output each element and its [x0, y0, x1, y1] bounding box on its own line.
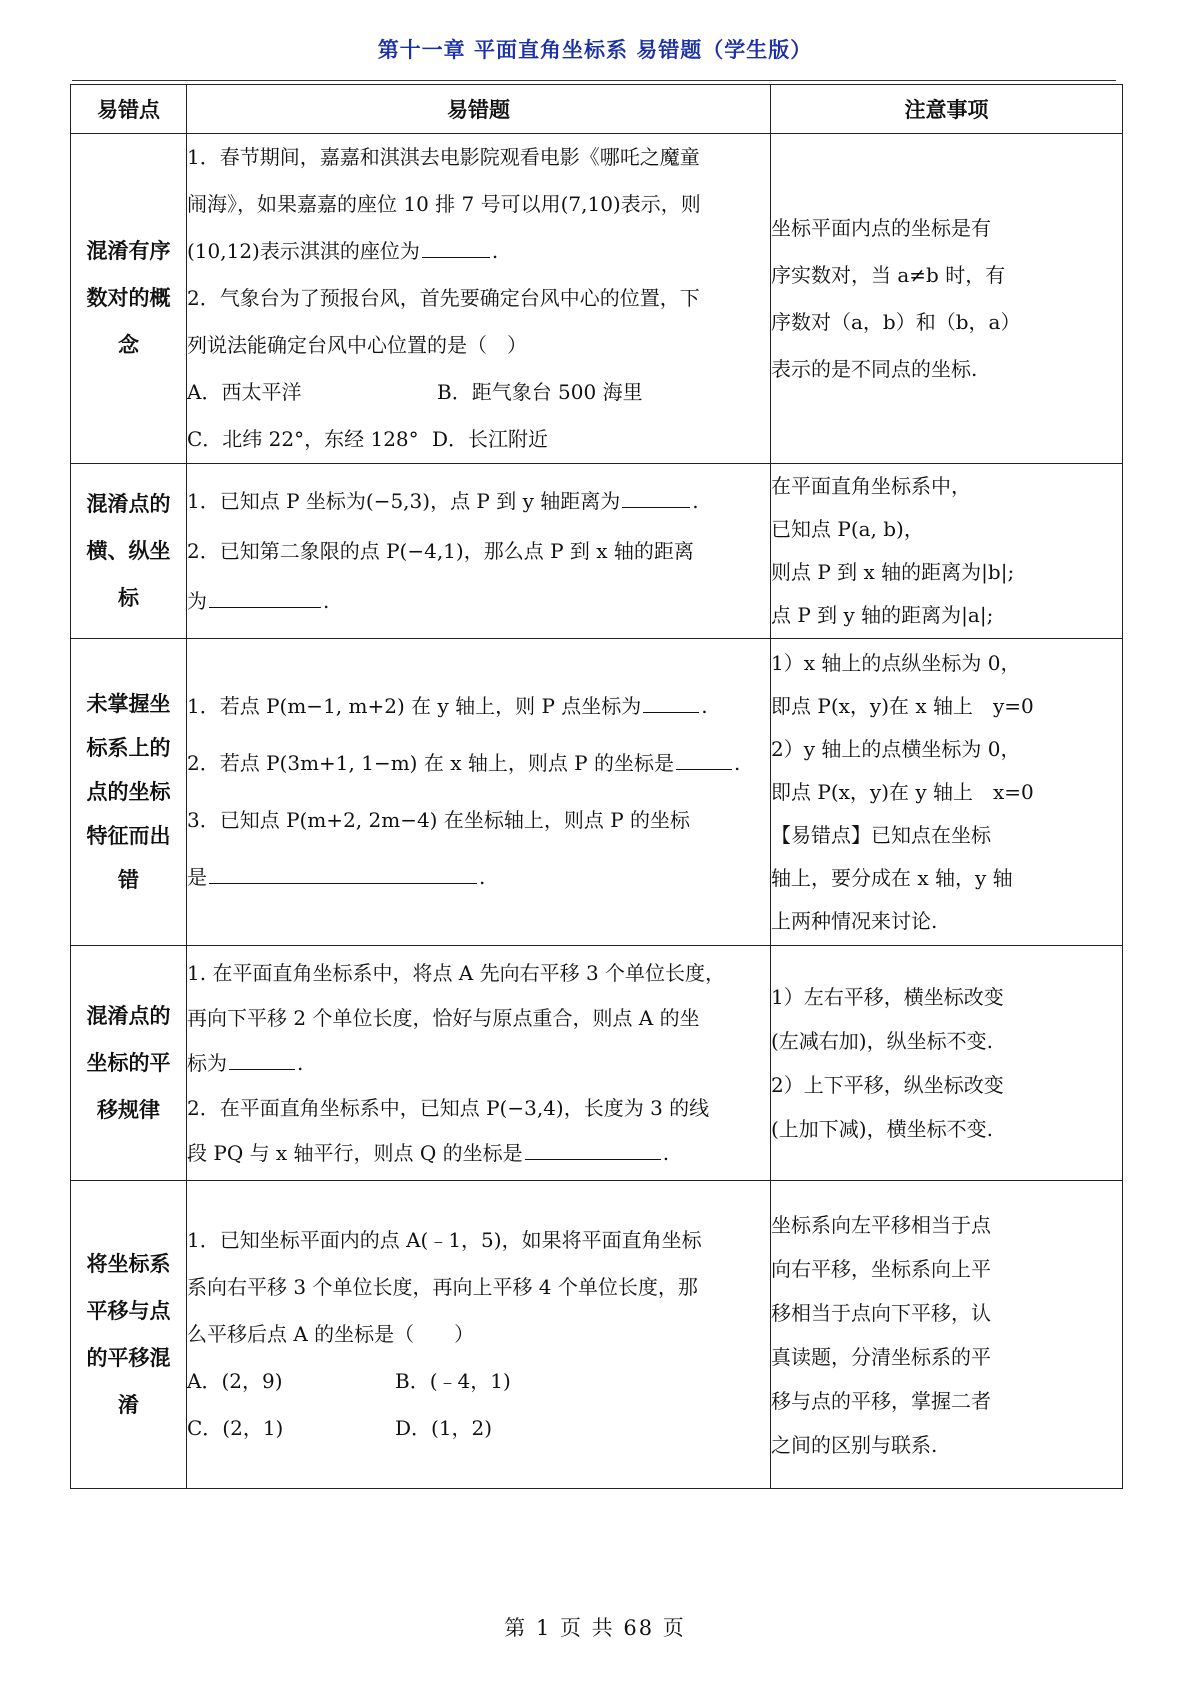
note-line: 之间的区别与联系. [771, 1432, 938, 1457]
note-line: 即点 P(x，y)在 x 轴上 y=0 [771, 693, 1034, 718]
option-d: D．长江附近 [432, 427, 549, 451]
option-c: C．北纬 22°，东经 128° [187, 427, 419, 451]
answer-blank [676, 749, 732, 770]
table-header-row [71, 85, 1123, 134]
point-line: 标 [118, 585, 139, 610]
note-line: 则点 P 到 x 轴的距离为|b|; [771, 560, 1015, 584]
question-cell [187, 946, 771, 1181]
note-line: 1）左右平移，横坐标改变 [771, 985, 1004, 1009]
note-line: 2）y 轴上的点横坐标为 0， [771, 736, 1021, 761]
point-line: 数对的概 [86, 286, 171, 310]
header-error-question: 易错题 [187, 85, 771, 134]
question-line: 2．在平面直角坐标系中，已知点 P(−3,4)，长度为 3 的线 [187, 1095, 710, 1120]
table-row [71, 946, 1123, 1181]
point-line: 未掌握坐 [86, 692, 171, 716]
point-line: 坐标的平 [86, 1050, 171, 1075]
note-line: (上加下减)，横坐标不变. [771, 1117, 993, 1141]
option-row [187, 1358, 770, 1405]
option-a: A．西太平洋 [187, 380, 302, 404]
header-notes: 注意事项 [771, 85, 1123, 134]
question-line: 系向右平移 3 个单位长度，再向上平移 4 个单位长度，那 [187, 1275, 698, 1299]
table-row [71, 1181, 1123, 1489]
option-row [187, 369, 770, 416]
point-line: 特征而出 [86, 824, 171, 848]
option-row [187, 1405, 770, 1452]
note-line: 移与点的平移，掌握二者 [771, 1388, 991, 1413]
point-line: 横、纵坐 [86, 538, 171, 563]
question-line: 是 . [187, 865, 486, 889]
note-cell [771, 639, 1123, 946]
question-line: 1．春节期间，嘉嘉和淇淇去电影院观看电影《哪吒之魔童 [187, 145, 700, 169]
note-line: 坐标系向左平移相当于点 [771, 1212, 991, 1237]
title-divider [72, 80, 1116, 81]
question-line: 闹海》，如果嘉嘉的座位 10 排 7 号可以用(7,10)表示，则 [187, 192, 701, 216]
note-line: 【易错点】已知点在坐标 [771, 822, 991, 847]
question-line: 1. 在平面直角坐标系中，将点 A 先向右平移 3 个单位长度， [187, 960, 726, 985]
error-point-cell [71, 946, 187, 1181]
note-line: 真读题，分清坐标系的平 [771, 1344, 991, 1369]
note-line: 在平面直角坐标系中， [771, 474, 971, 498]
point-line: 平移与点 [86, 1298, 171, 1323]
note-line: 点 P 到 y 轴的距离为|a|; [771, 603, 994, 627]
option-b: B．(﹣4，1) [395, 1369, 511, 1393]
page-title: 第十一章 平面直角坐标系 易错题（学生版） [377, 38, 813, 62]
question-line: 么平移后点 A 的坐标是（ ） [187, 1322, 475, 1346]
point-line: 的平移混 [86, 1345, 171, 1370]
option-a: A．(2，9) [187, 1369, 283, 1393]
point-line: 混淆点的 [86, 1003, 171, 1028]
note-line: 序实数对，当 a≠b 时，有 [771, 262, 1006, 287]
question-cell [187, 134, 771, 464]
question-line: 1．已知点 P 坐标为(−5,3)，点 P 到 y 轴距离为 . [187, 489, 699, 513]
error-point-cell [71, 134, 187, 464]
question-line: 2．气象台为了预报台风，首先要确定台风中心的位置，下 [187, 286, 700, 310]
option-b: B．距气象台 500 海里 [437, 380, 643, 404]
table-row [71, 639, 1123, 946]
point-line: 错 [118, 868, 139, 892]
table-row [71, 134, 1123, 464]
option-row [187, 416, 770, 463]
note-cell [771, 946, 1123, 1181]
question-cell [187, 639, 771, 946]
point-line: 点的坐标 [86, 780, 171, 804]
question-line: 再向下平移 2 个单位长度，恰好与原点重合，则点 A 的坐 [187, 1005, 700, 1030]
error-point-cell [71, 639, 187, 946]
note-cell [771, 464, 1123, 639]
header-error-point: 易错点 [71, 85, 187, 134]
point-line: 念 [118, 333, 139, 357]
page-footer: 第 1 页 共 68 页 [504, 1616, 686, 1640]
note-line: 表示的是不同点的坐标. [771, 356, 978, 381]
question-cell [187, 464, 771, 639]
table-row [71, 464, 1123, 639]
question-line: 1．已知坐标平面内的点 A(﹣1，5)，如果将平面直角坐标 [187, 1228, 702, 1252]
note-cell [771, 1181, 1123, 1489]
answer-blank [209, 863, 477, 884]
answer-blank [229, 1049, 295, 1070]
point-line: 将坐标系 [86, 1251, 171, 1276]
note-line: 已知点 P(a, b)， [771, 517, 924, 541]
error-point-cell [71, 464, 187, 639]
point-line: 淆 [118, 1392, 139, 1417]
question-line: 为 . [187, 589, 330, 613]
error-point-cell [71, 1181, 187, 1489]
question-line: (10,12)表示淇淇的座位为 . [187, 239, 499, 263]
question-line: 1．若点 P(m−1, m+2) 在 y 轴上，则 P 点坐标为 . [187, 694, 708, 718]
option-d: D．(1，2) [395, 1416, 493, 1440]
answer-blank [209, 587, 321, 608]
note-line: (左减右加)，纵坐标不变. [771, 1029, 993, 1053]
note-line: 2）上下平移，纵坐标改变 [771, 1073, 1004, 1097]
question-line: 段 PQ 与 x 轴平行，则点 Q 的坐标是 . [187, 1140, 670, 1165]
note-cell [771, 134, 1123, 464]
note-line: 轴上，要分成在 x 轴，y 轴 [771, 865, 1013, 890]
question-line: 标为 . [187, 1050, 304, 1075]
point-line: 混淆有序 [86, 239, 171, 263]
note-line: 1）x 轴上的点纵坐标为 0， [771, 650, 1021, 675]
note-line: 向右平移，坐标系向上平 [771, 1256, 991, 1281]
option-c: C．(2，1) [187, 1416, 284, 1440]
note-line: 坐标平面内点的坐标是有 [771, 215, 991, 240]
question-line: 2．已知第二象限的点 P(−4,1)，那么点 P 到 x 轴的距离 [187, 539, 694, 563]
answer-blank [622, 487, 690, 508]
question-cell [187, 1181, 771, 1489]
point-line: 移规律 [97, 1097, 160, 1122]
answer-blank [422, 237, 490, 258]
note-line: 即点 P(x，y)在 y 轴上 x=0 [771, 779, 1034, 804]
point-line: 混淆点的 [86, 491, 171, 516]
note-line: 移相当于点向下平移，认 [771, 1300, 991, 1325]
point-line: 标系上的 [86, 736, 171, 760]
question-line: 2．若点 P(3m+1, 1−m) 在 x 轴上，则点 P 的坐标是 . [187, 751, 741, 775]
note-line: 序数对（a，b）和（b，a） [771, 309, 1021, 334]
answer-blank [643, 692, 699, 713]
question-line: 列说法能确定台风中心位置的是（ ） [187, 333, 527, 357]
answer-blank [525, 1139, 661, 1160]
error-table [70, 84, 1123, 1489]
question-line: 3．已知点 P(m+2, 2m−4) 在坐标轴上，则点 P 的坐标 [187, 808, 691, 832]
note-line: 上两种情况来讨论. [771, 908, 938, 933]
